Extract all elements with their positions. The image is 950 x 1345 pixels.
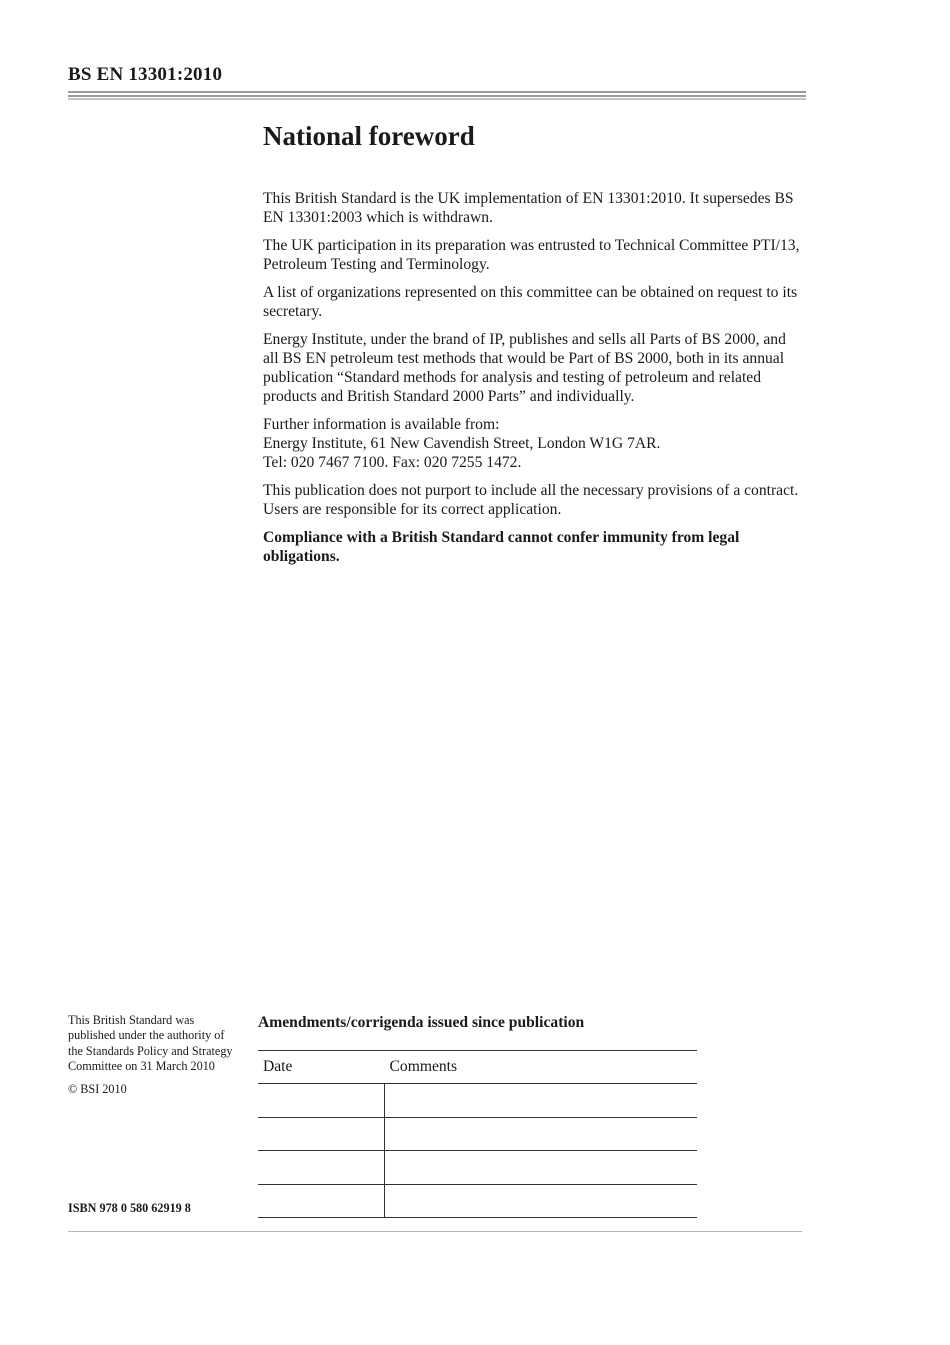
date-cell: [258, 1184, 385, 1217]
comments-cell: [385, 1117, 698, 1150]
table-row: [258, 1151, 697, 1184]
header-rule: [68, 95, 806, 97]
date-cell: [258, 1117, 385, 1150]
date-cell: [258, 1151, 385, 1184]
further-info-contact: Tel: 020 7467 7100. Fax: 020 7255 1472.: [263, 454, 522, 472]
comments-cell: [385, 1151, 698, 1184]
foreword-paragraph: A list of organizations represented on this committee can be obtained on request to its secretary.: [263, 283, 798, 321]
compliance-note: Compliance with a British Standard cannot confer immunity from legal obligations.: [263, 529, 740, 566]
isbn: ISBN 978 0 580 62919 8: [68, 1201, 191, 1215]
header-rule: [68, 98, 806, 100]
further-info-line: Further information is available from:: [263, 416, 500, 434]
table-row: [258, 1084, 697, 1117]
column-header-date: Date: [258, 1051, 385, 1084]
copyright-notice: © BSI 2010: [68, 1082, 127, 1097]
column-header-comments: Comments: [385, 1051, 698, 1084]
foreword-paragraph: Energy Institute, under the brand of IP, publishes and sells all Parts of BS 2000, and all BS EN petroleum test methods that would be Part of BS 2000, both in its annual publication “Standard methods for analysis and testing of petroleum and related products and British Standard 2000 Parts” and individually.: [263, 330, 786, 406]
amendments-title: Amendments/corrigenda issued since publication: [258, 1014, 585, 1031]
foreword-paragraph: This British Standard is the UK implementation of EN 13301:2010. It supersedes BS EN 13301:2003 which is withdrawn.: [263, 190, 794, 227]
comments-cell: [385, 1084, 698, 1117]
table-row: [258, 1117, 697, 1150]
foreword-paragraph: The UK participation in its preparation was entrusted to Technical Committee PTI/13, Petroleum Testing and Terminology.: [263, 236, 800, 274]
publication-note: This British Standard was published under the authority of the Standards Policy and Strategy Committee on 31 March 2010: [68, 1013, 233, 1073]
publication-sidebar: [68, 1013, 238, 1105]
further-info-address: Energy Institute, 61 New Cavendish Street, London W1G 7AR.: [263, 435, 661, 453]
comments-cell: [385, 1184, 698, 1217]
table-header-row: [258, 1051, 697, 1084]
date-cell: [258, 1084, 385, 1117]
header-rule: [68, 91, 806, 93]
foreword-body: [263, 189, 803, 575]
contract-note: This publication does not purport to include all the necessary provisions of a contract. Users are responsible for its correct application.: [263, 482, 799, 519]
table-row: [258, 1184, 697, 1217]
standard-number: BS EN 13301:2010: [68, 64, 223, 85]
footer-rule: [68, 1231, 802, 1232]
further-information: [263, 415, 803, 473]
amendments-table: [258, 1050, 697, 1218]
page-title: National foreword: [263, 121, 475, 151]
